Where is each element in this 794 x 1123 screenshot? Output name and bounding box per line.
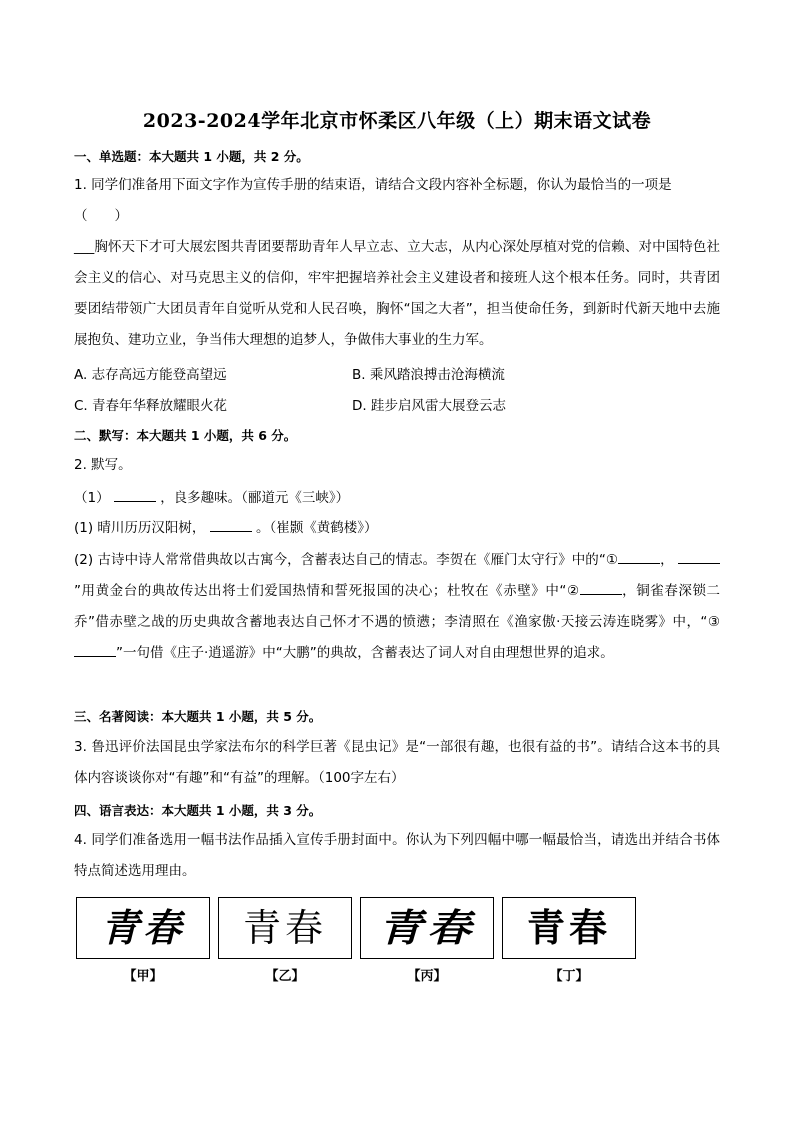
question-4-text: 4. 同学们准备选用一幅书法作品插入宣传手册封面中。你认为下列四幅中哪一幅最恰当，请选出并结合书体特点简述选用理由。 (74, 832, 720, 879)
calligraphy-work-yi[interactable] (218, 897, 352, 984)
calligraphy-image: 青春 (378, 905, 476, 950)
option-a[interactable]: A. 志存高远方能登高望远 (74, 367, 227, 383)
section-heading-4: 四、语言表达：本大题共 1 小题，共 3 分。 (74, 803, 322, 818)
blank-5[interactable] (74, 642, 116, 657)
calligraphy-label: 【丁】 (549, 969, 589, 984)
calligraphy-label: 【乙】 (265, 969, 305, 984)
dictation-line-2: (1) 晴川历历汉阳树， 。（崔颢《黄鹤楼》） (74, 517, 720, 538)
option-b[interactable]: B. 乘风踏浪搏击沧海横流 (352, 367, 505, 383)
dictation-line-1: （1） ，良多趣味。（郦道元《三峡》） (74, 487, 720, 508)
question-3-text: 3. 鲁迅评价法国昆虫学家法布尔的科学巨著《昆虫记》是“一部很有趣，也很有益的书”。请结合这本书的具体内容谈谈你对“有趣”和“有益”的理解。（100字左右） (74, 739, 720, 786)
calligraphy-label: 【丙】 (407, 969, 447, 984)
calligraphy-work-bing[interactable] (360, 897, 494, 984)
option-d[interactable]: D. 跬步启风雷大展登云志 (352, 398, 506, 414)
calligraphy-image: 青春 (242, 906, 327, 950)
calligraphy-image: 青春 (526, 905, 611, 950)
blank-3b[interactable] (678, 549, 720, 564)
calligraphy-options (74, 897, 720, 983)
section-heading-3: 三、名著阅读：本大题共 1 小题，共 5 分。 (74, 709, 322, 724)
section-heading-1: 一、单选题：本大题共 1 小题，共 2 分。 (74, 149, 309, 164)
section-heading-2: 二、默写：本大题共 1 小题，共 6 分。 (74, 428, 297, 443)
blank-2[interactable] (210, 517, 252, 532)
question-1-passage: ___胸怀天下才可大展宏图共青团要帮助青年人早立志、立大志，从内心深处厚植对党的信赖、对中国特色社会主义的信心、对马克思主义的信仰，牢牢把握培养社会主义建设者和接班人这个根本任务。同时，共青团要团结带领广大团员青年自觉听从党和人民召唤，胸怀“国之大者”，担当使命任务，到新时代新天地中去施展抱负、建功立业，争当伟大理想的追梦人，争做伟大事业的生力军。 (74, 239, 720, 348)
calligraphy-work-jia[interactable] (76, 897, 210, 984)
option-c[interactable]: C. 青春年华释放耀眼火花 (74, 398, 228, 414)
page-title: 2023-2024学年北京市怀柔区八年级（上）期末语文试卷 (142, 110, 652, 132)
question-1-stem: 1. 同学们准备用下面文字作为宣传手册的结束语，请结合文段内容补全标题，你认为最恰当的一项是 (74, 177, 672, 193)
blank-1[interactable] (114, 487, 156, 502)
calligraphy-label: 【甲】 (123, 969, 163, 984)
question-2-stem: 2. 默写。 (74, 457, 132, 473)
calligraphy-work-ding[interactable] (502, 897, 636, 984)
blank-3a[interactable] (618, 549, 660, 564)
calligraphy-image: 青春 (100, 905, 185, 950)
dictation-paragraph: (2) 古诗中诗人常常借典故以古寓今，含蓄表达自己的情志。李贺在《雁门太守行》中的“① ， ”用黄金台的典故传达出将士们爱国热情和誓死报国的决心；杜牧在《赤壁》中“② ，铜雀春深锁二乔”借赤壁之战的历史典故含蓄地表达自己怀才不遇的愤懑；李清照在《渔家傲·天接云涛连晓雾》中，“③”一句借《庄子·逍遥游》中“大鹏”的典故，含蓄表达了词人对自由理想世界的追求。 (74, 545, 720, 669)
blank-4[interactable] (580, 580, 622, 595)
question-1-answer-paren: （ ） (74, 208, 128, 224)
